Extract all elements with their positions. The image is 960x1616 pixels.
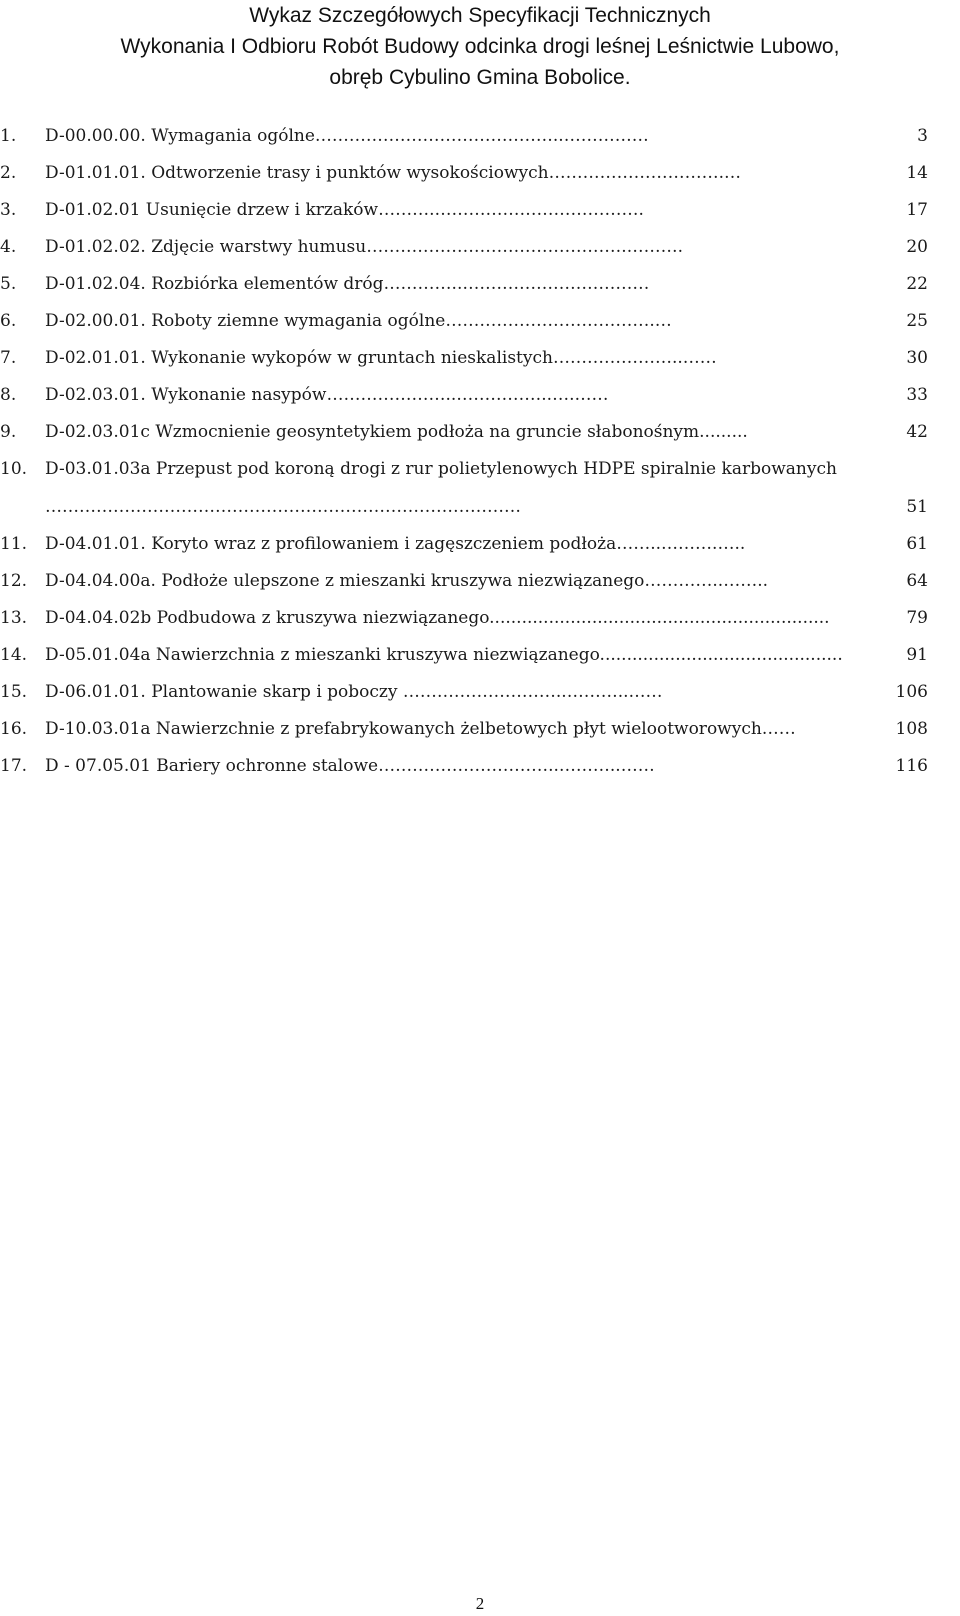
toc-entry-title: D-02.01.01. Wykonanie wykopów w gruntach nieskalistych…………………..…… (45, 348, 717, 368)
toc-entry-number: 10. (0, 459, 28, 479)
title-line-1: Wykaz Szczegółowych Specyfikacji Technicznych (249, 4, 711, 27)
toc-entry-title: D-04.01.01. Koryto wraz z profilowaniem i zagęszczeniem podłoża……..……….….. (45, 534, 746, 554)
toc-entry-title: D - 07.05.01 Bariery ochronne stalowe…………………………..………..…… (45, 756, 655, 776)
toc-entry-title: D-01.02.02. Zdjęcie warstwy humusu……………………………………….………. (45, 237, 684, 257)
toc-entry-title: D-01.01.01. Odtworzenie trasy i punktów wysokościowych………………………….… (45, 163, 741, 183)
toc-entry (0, 422, 960, 450)
toc-entry (0, 126, 960, 154)
toc-entry (0, 385, 960, 413)
toc-entry-number: 16. (0, 719, 28, 739)
toc-entry-title: D-02.03.01c Wzmocnienie geosyntetykiem podłoża na gruncie słabonośnym......... (45, 422, 748, 442)
title-line-2: Wykonania I Odbioru Robót Budowy odcinka drogi leśnej Leśnictwie Lubowo, (120, 35, 840, 58)
toc-entry-page: 79 (906, 608, 928, 628)
toc-entry-number: 1. (0, 126, 17, 146)
toc-entry-page: 3 (917, 126, 928, 146)
title-line-3: obręb Cybulino Gmina Bobolice. (329, 66, 631, 89)
toc-entry-number: 8. (0, 385, 17, 405)
toc-entry (0, 237, 960, 265)
toc-entry-number: 9. (0, 422, 17, 442)
toc-entry-page: 25 (906, 311, 928, 331)
toc-entry-number: 3. (0, 200, 17, 220)
toc-entry-page: 116 (895, 756, 928, 776)
toc-entry-title: D-04.04.00a. Podłoże ulepszone z mieszanki kruszywa niezwiązanego…………..…….. (45, 571, 769, 591)
toc-entry-number: 13. (0, 608, 28, 628)
toc-entry-page: 22 (906, 274, 928, 294)
toc-entry (0, 200, 960, 228)
toc-entry-title: D-01.02.01 Usunięcie drzew i krzaków……….………………………………. (45, 200, 644, 220)
toc-entry-title: D-03.01.03a Przepust pod koroną drogi z rur polietylenowych HDPE spiralnie karbowanych (45, 459, 837, 479)
toc-entry-number: 7. (0, 348, 17, 368)
toc-entry (0, 608, 960, 636)
toc-entry-page: 33 (906, 385, 928, 405)
toc-entry-page: 51 (906, 497, 928, 517)
toc-entry (0, 274, 960, 302)
toc-entry-title: D-02.00.01. Roboty ziemne wymagania ogólne……………………………….… (45, 311, 672, 331)
toc-entry-page: 42 (906, 422, 928, 442)
toc-entry-number: 12. (0, 571, 28, 591)
toc-entry (0, 497, 960, 525)
toc-entry-page: 61 (906, 534, 928, 554)
toc-entry-title: D-00.00.00. Wymagania ogólne……………………………………..…………… (45, 126, 649, 146)
toc-entry-number: 14. (0, 645, 28, 665)
toc-entry-number: 4. (0, 237, 17, 257)
toc-entry (0, 348, 960, 376)
toc-entry-page: 91 (906, 645, 928, 665)
toc-entry-page: 14 (906, 163, 928, 183)
toc-entry-title: D-01.02.04. Rozbiórka elementów dróg…………..…………………………… (45, 274, 650, 294)
toc-entry-page: 106 (895, 682, 928, 702)
document-title (0, 0, 960, 93)
toc-entry (0, 571, 960, 599)
toc-entry-number: 2. (0, 163, 17, 183)
toc-entry-title: ………………………………………………………………………… (45, 497, 521, 517)
toc-entry-title: D-10.03.01a Nawierzchnie z prefabrykowanych żelbetowych płyt wielootworowych…… (45, 719, 796, 739)
toc-entry-number: 11. (0, 534, 28, 554)
page-number: 2 (475, 1594, 485, 1613)
toc-entry (0, 163, 960, 191)
toc-entry-number: 5. (0, 274, 17, 294)
toc-entry-number: 15. (0, 682, 28, 702)
toc-entry (0, 719, 960, 747)
toc-entry-number: 6. (0, 311, 17, 331)
toc-entry-title: D-05.01.04a Nawierzchnia z mieszanki kruszywa niezwiązanego............................................. (45, 645, 843, 665)
toc-entry (0, 311, 960, 339)
toc-entry-title: D-04.04.02b Podbudowa z kruszywa niezwiązanego............................................................... (45, 608, 830, 628)
toc-entry-page: 108 (895, 719, 928, 739)
toc-entry (0, 534, 960, 562)
toc-entry-page: 17 (906, 200, 928, 220)
toc-entry (0, 459, 960, 487)
toc-entry (0, 682, 960, 710)
toc-entry-page: 20 (906, 237, 928, 257)
toc-entry-title: D-06.01.01. Plantowanie skarp i poboczy ………………………..………..…… (45, 682, 663, 702)
toc-entry-title: D-02.03.01. Wykonanie nasypów…………………..……………..….…… (45, 385, 609, 405)
toc-entry-page: 30 (906, 348, 928, 368)
toc-entry-number: 17. (0, 756, 28, 776)
toc-entry (0, 756, 960, 784)
toc-entry (0, 645, 960, 673)
toc-entry-page: 64 (906, 571, 928, 591)
